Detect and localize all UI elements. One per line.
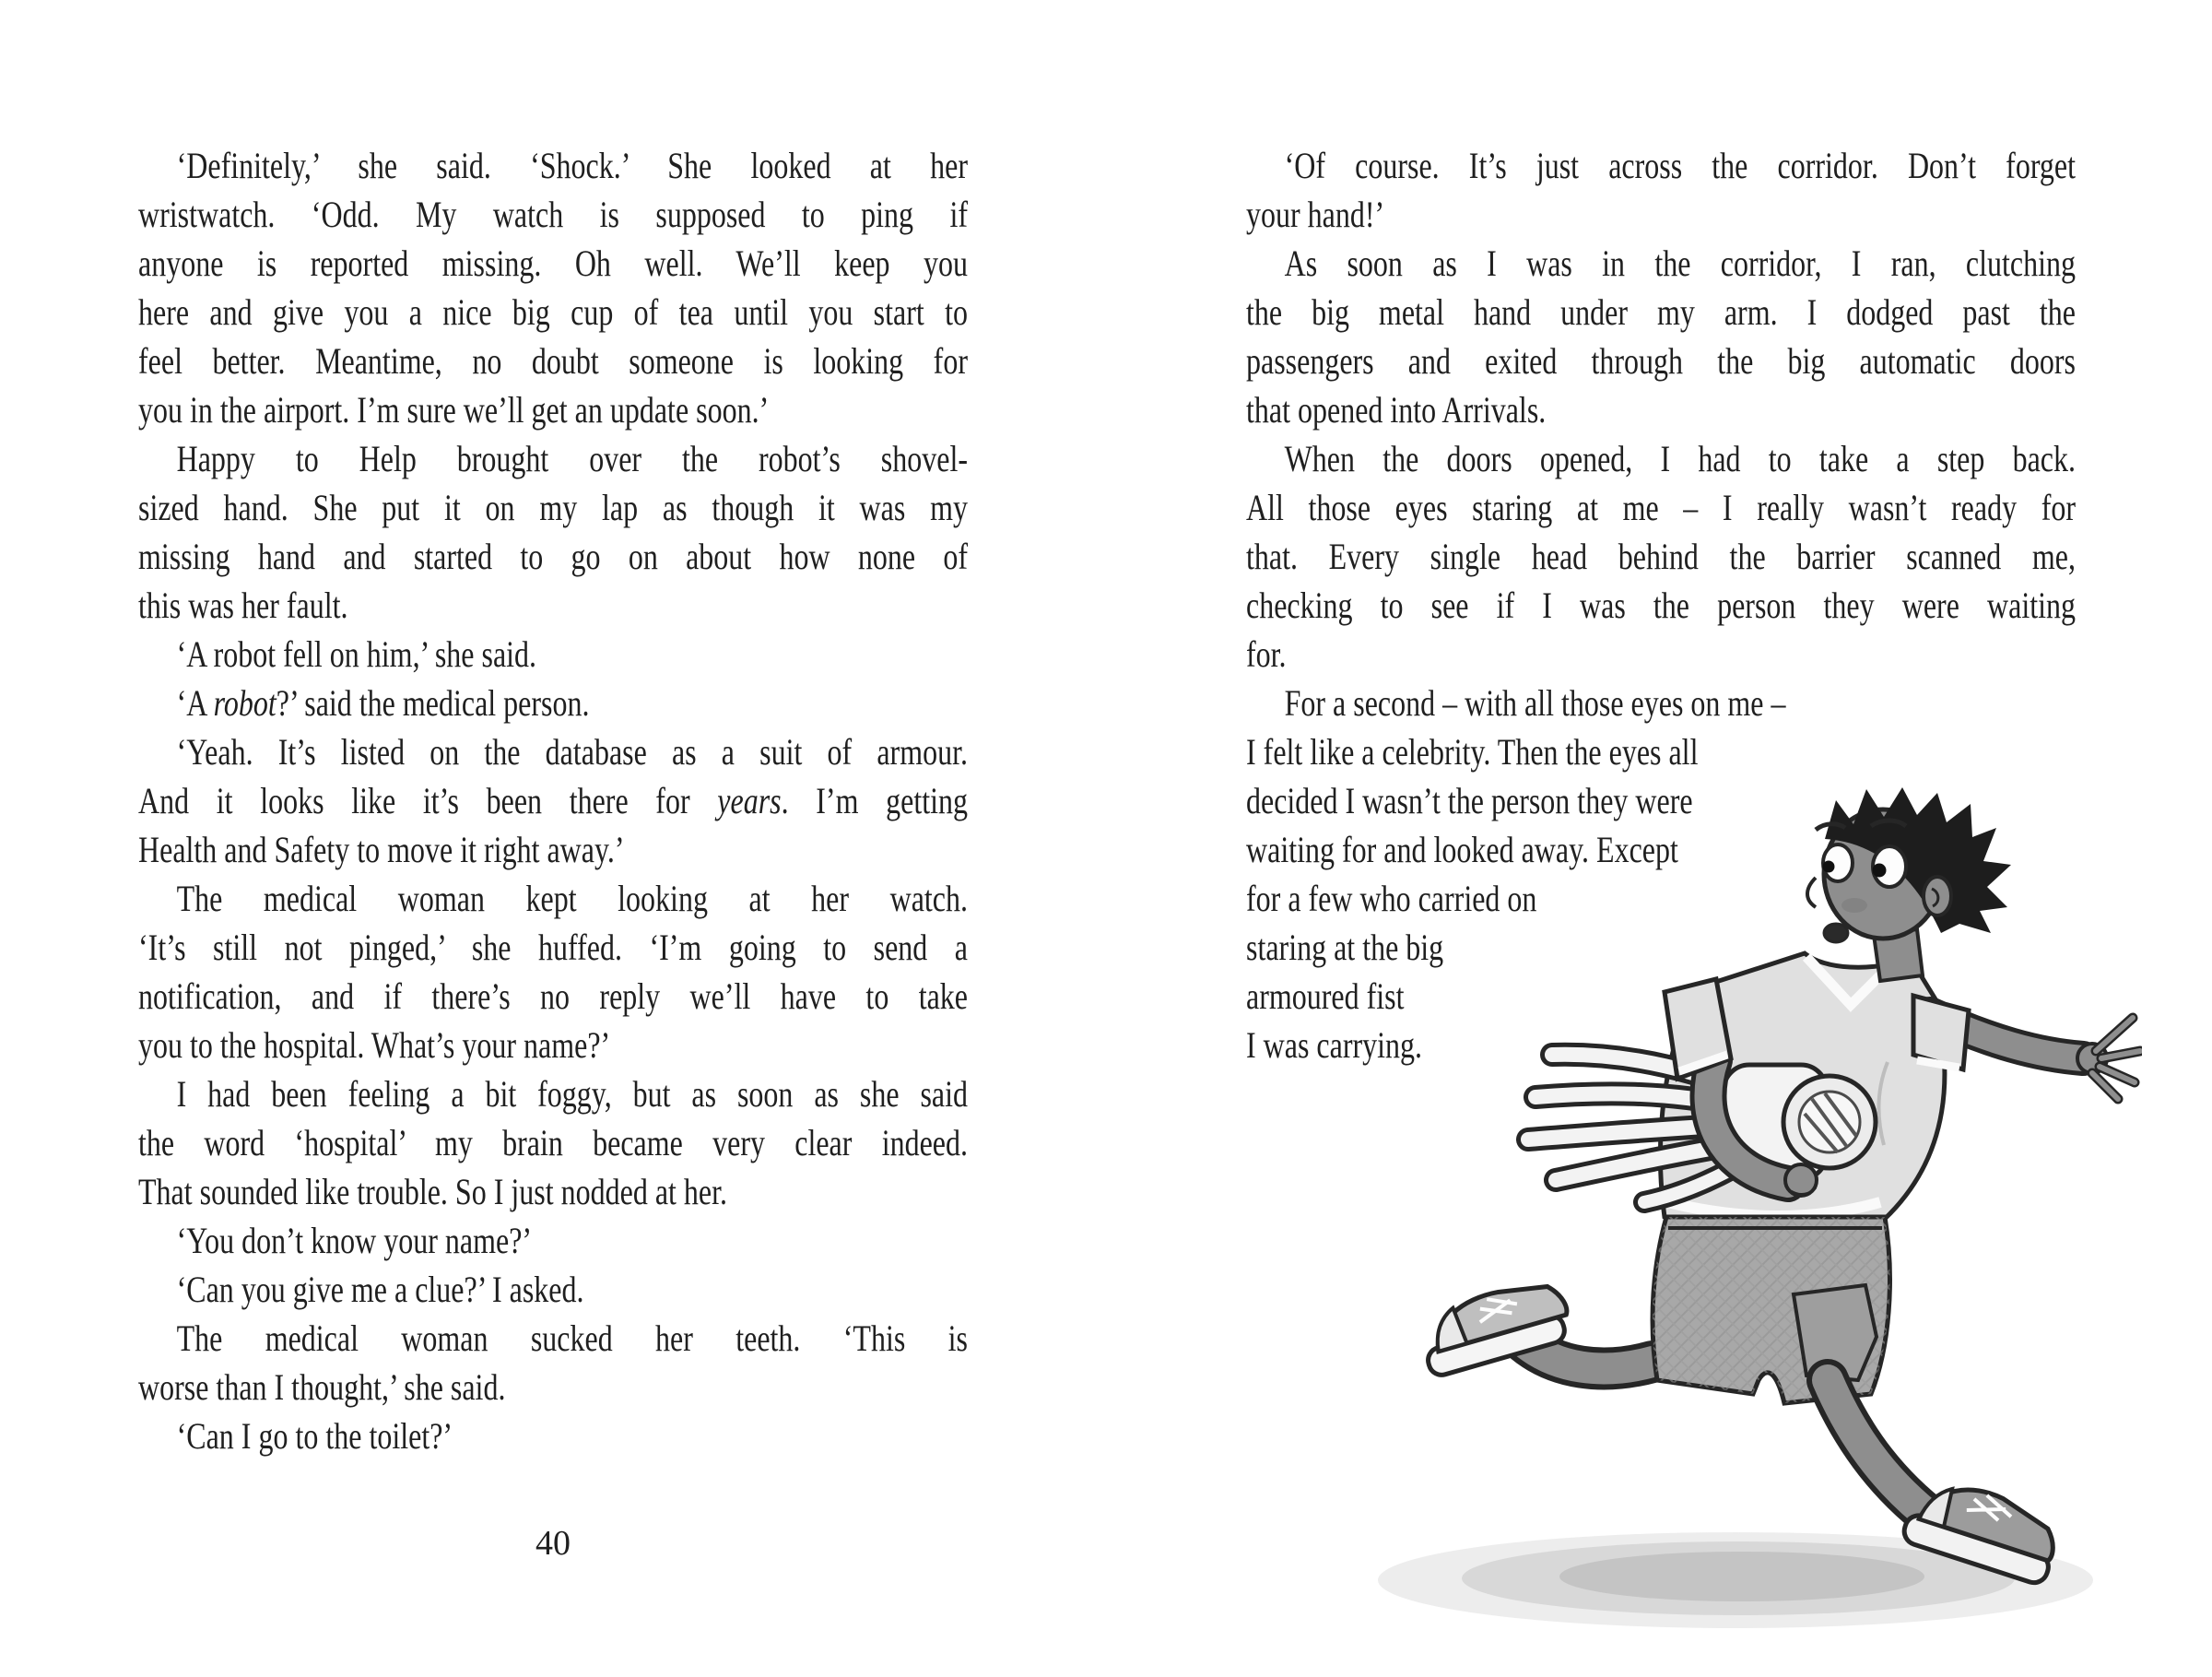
- text-run: passengers and exited through the big automatic doors: [1246, 340, 2076, 382]
- text-line: [138, 239, 968, 288]
- text-run: sized hand. She put it on my lap as though it was my: [138, 487, 968, 528]
- text-run: waiting for and looked away. Except: [1246, 829, 1678, 870]
- text-run: The medical woman kept looking at her watch.: [176, 878, 969, 919]
- text-line: [138, 532, 968, 581]
- text-run: you in the airport. I’m sure we’ll get an update soon.’: [138, 389, 770, 431]
- shorts: [1653, 1217, 1889, 1403]
- text-line: [1246, 337, 2076, 385]
- text-run: ‘Yeah. It’s listed on the database as a suit of armour.: [176, 731, 969, 773]
- text-line: [1246, 141, 2076, 190]
- text-run: here and give you a nice big cup of tea until you start to: [138, 291, 968, 333]
- text-line: [138, 1021, 968, 1069]
- text-run: ‘A robot fell on him,’ she said.: [176, 633, 537, 675]
- text-run: I was carrying.: [1246, 1024, 1423, 1066]
- text-line: [138, 434, 968, 483]
- text-line: [138, 1363, 968, 1411]
- robot-wrist-roll: [1783, 1076, 1876, 1168]
- text-line: [138, 190, 968, 239]
- text-line: [138, 1118, 968, 1167]
- text-line: [138, 874, 968, 923]
- text-run: The medical woman sucked her teeth. ‘This is: [176, 1317, 969, 1359]
- extended-arm: [1913, 996, 2140, 1099]
- text-run: that. Every single head behind the barrier scanned me,: [1246, 536, 2076, 577]
- text-line: [1246, 434, 2076, 483]
- text-line: [1246, 679, 2076, 727]
- running-boy-illustration: [1371, 785, 2142, 1671]
- text-run: When the doors opened, I had to take a step back.: [1284, 438, 2076, 479]
- text-run: the big metal hand under my arm. I dodged past the: [1246, 291, 2076, 333]
- text-line: [1246, 385, 2076, 434]
- running-boy-drawing: [1371, 785, 2142, 1671]
- text-line: [138, 581, 968, 630]
- text-run: I felt like a celebrity. Then the eyes all: [1246, 731, 1699, 773]
- text-line: [138, 776, 968, 825]
- text-run: I had been feeling a bit foggy, but as soon as she said: [176, 1073, 969, 1115]
- text-line: [138, 1069, 968, 1118]
- text-run: your hand!’: [1246, 194, 1385, 235]
- text-line: [1246, 239, 2076, 288]
- text-run: checking to see if I was the person they were waiting: [1246, 585, 2076, 626]
- text-run: you to the hospital. What’s your name?’: [138, 1024, 611, 1066]
- text-run: For a second – with all those eyes on me –: [1284, 682, 1786, 724]
- text-line: [138, 825, 968, 874]
- text-run: All those eyes staring at me – I really wasn’t ready for: [1246, 487, 2076, 528]
- text-run: ‘You don’t know your name?’: [176, 1220, 533, 1261]
- text-run: As soon as I was in the corridor, I ran, clutching: [1284, 242, 2076, 284]
- text-run: Health and Safety to move it right away.’: [138, 829, 625, 870]
- text-run: ‘It’s still not pinged,’ she huffed. ‘I’m going to send a: [138, 927, 968, 968]
- text-run: the word ‘hospital’ my brain became very clear indeed.: [138, 1122, 968, 1163]
- text-line: [138, 385, 968, 434]
- text-line: [1246, 532, 2076, 581]
- text-run: missing hand and started to go on about how none of: [138, 536, 968, 577]
- text-line: [138, 679, 968, 727]
- page-number: 40: [535, 1524, 571, 1563]
- text-run: anyone is reported missing. Oh well. We’ll keep you: [138, 242, 968, 284]
- text-line: [138, 1411, 968, 1460]
- text-line: [138, 972, 968, 1021]
- text-line: [1246, 483, 2076, 532]
- text-line: [1246, 727, 2076, 776]
- cheek-blush: [1841, 898, 1867, 913]
- text-run: wristwatch. ‘Odd. My watch is supposed to ping if: [138, 194, 968, 235]
- text-line: [138, 727, 968, 776]
- text-run: ‘A: [176, 682, 214, 724]
- text-run: feel better. Meantime, no doubt someone is looking for: [138, 340, 968, 382]
- text-line: [138, 337, 968, 385]
- text-line: [138, 141, 968, 190]
- text-run: for.: [1246, 633, 1287, 675]
- text-line: [138, 288, 968, 337]
- spread-fingers: [2092, 1018, 2140, 1099]
- text-run: that opened into Arrivals.: [1246, 389, 1547, 431]
- text-run: armoured fist: [1246, 975, 1405, 1017]
- text-line: [138, 1167, 968, 1216]
- italic-word: robot: [213, 682, 276, 724]
- text-run: . I’m getting: [781, 780, 968, 821]
- text-line: [138, 1216, 968, 1265]
- text-run: ?’ said the medical person.: [276, 682, 590, 724]
- text-line: [138, 1265, 968, 1314]
- text-line: [138, 1314, 968, 1363]
- text-run: And it looks like it’s been there for: [138, 780, 718, 821]
- text-run: notification, and if there’s no reply we’ll have to take: [138, 975, 968, 1017]
- text-run: Happy to Help brought over the robot’s shovel-: [176, 438, 969, 479]
- text-run: That sounded like trouble. So I just nodded at her.: [138, 1171, 727, 1212]
- text-run: staring at the big: [1246, 927, 1444, 968]
- text-run: ‘Can you give me a clue?’ I asked.: [176, 1269, 584, 1310]
- text-run: ‘Can I go to the toilet?’: [176, 1415, 453, 1457]
- text-run: for a few who carried on: [1246, 878, 1537, 919]
- text-line: [1246, 190, 2076, 239]
- text-line: [1246, 630, 2076, 679]
- right-page: [1106, 0, 2212, 1677]
- text-run: ‘Definitely,’ she said. ‘Shock.’ She looked at her: [176, 145, 969, 186]
- text-line: [1246, 288, 2076, 337]
- text-line: [138, 923, 968, 972]
- text-line: [1246, 581, 2076, 630]
- text-run: worse than I thought,’ she said.: [138, 1366, 506, 1408]
- italic-word: years: [717, 780, 782, 821]
- text-line: [138, 483, 968, 532]
- text-line: [138, 630, 968, 679]
- back-leg: [1415, 1275, 1653, 1378]
- text-run: decided I wasn’t the person they were: [1246, 780, 1693, 821]
- text-run: ‘Of course. It’s just across the corridor. Don’t forget: [1284, 145, 2076, 186]
- worried-mouth: [1824, 924, 1848, 942]
- nose: [1807, 878, 1816, 907]
- boy-head: [1807, 787, 2011, 981]
- text-run: this was her fault.: [138, 585, 348, 626]
- left-page-text: [138, 141, 968, 1460]
